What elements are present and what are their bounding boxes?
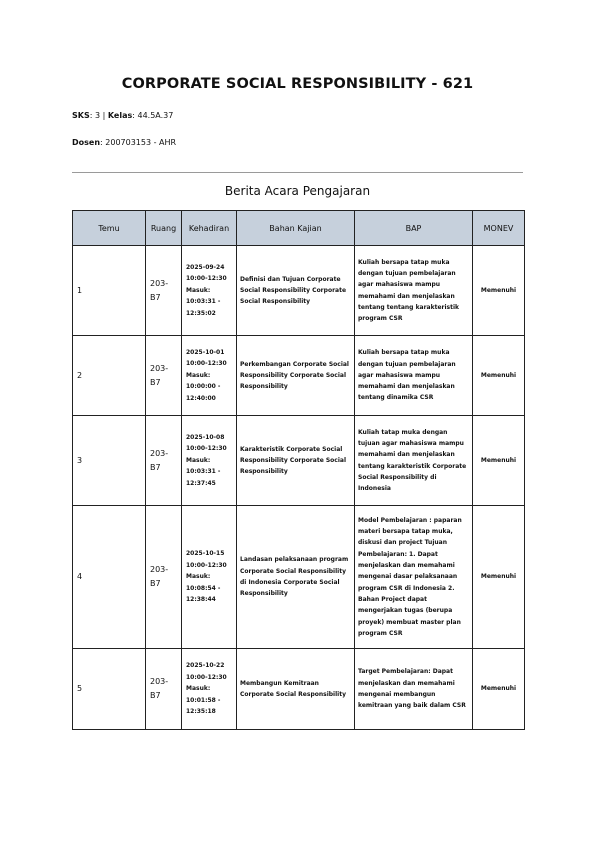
kehadiran-schedule: 10:00-12:30 [186,673,227,681]
cell-bap: Target Pembelajaran: Dapat menjelaskan dan memahami mengenai membangun kemitraan yang baik dalam CSR [355,649,473,730]
column-header-temu: Temu [73,211,146,246]
sks-label: SKS [72,111,90,120]
kehadiran-in: 10:00:00 - [186,383,221,391]
cell-temu: 5 [73,649,146,730]
kehadiran-in: 10:03:31 - [186,468,221,476]
kehadiran-out: 12:37:45 [186,479,216,487]
cell-bap: Kuliah tatap muka dengan tujuan agar mahasiswa mampu memahami dan menjelaskan tentang karakteristik Corporate Social Responsibility di Indonesia [355,416,473,506]
kehadiran-label: Masuk: [186,573,211,581]
cell-monev: Memenuhi [473,336,525,416]
cell-bap: Kuliah bersapa tatap muka dengan tujuan pembelajaran agar mahasiswa mampu memahami dan menjelaskan tentang dinamika CSR [355,336,473,416]
kehadiran-schedule: 10:00-12:30 [186,275,227,283]
cell-ruang: 203-B7 [146,506,182,649]
dosen-value: : 200703153 - AHR [100,138,177,147]
cell-bap: Kuliah bersapa tatap muka dengan tujuan pembelajaran agar mahasiswa mampu memahami dan menjelaskan tentang tentang karakteristik program CSR [355,246,473,336]
column-header-kehadiran: Kehadiran [182,211,237,246]
cell-kehadiran [182,649,237,730]
column-header-bap: BAP [355,211,473,246]
sks-value: : 3 | [89,111,108,120]
table-header-row [73,211,525,246]
table-row [73,246,525,336]
kehadiran-schedule: 10:00-12:30 [186,561,227,569]
table-row [73,416,525,506]
kehadiran-in: 10:03:31 - [186,298,221,306]
section-title: Berita Acara Pengajaran [224,184,371,198]
table-row [73,336,525,416]
cell-bahan-kajian: Landasan pelaksanaan program Corporate Social Responsibility di Indonesia Corporate Social Responsibility [237,506,355,649]
kehadiran-schedule: 10:00-12:30 [186,360,227,368]
table-row [73,649,525,730]
document-title: CORPORATE SOCIAL RESPONSIBILITY - 621 [121,76,474,92]
kehadiran-date: 2025-10-01 [186,348,225,356]
table-row [73,506,525,649]
cell-ruang: 203-B7 [146,649,182,730]
cell-monev: Memenuhi [473,246,525,336]
teaching-record-table [72,210,525,730]
cell-temu: 3 [73,416,146,506]
kehadiran-out: 12:40:00 [186,394,216,402]
cell-monev: Memenuhi [473,416,525,506]
cell-ruang: 203-B7 [146,416,182,506]
cell-temu: 2 [73,336,146,416]
kehadiran-date: 2025-10-15 [186,550,225,558]
kehadiran-out: 12:35:18 [186,708,216,716]
column-header-ruang: Ruang [146,211,182,246]
kehadiran-label: Masuk: [186,685,211,693]
course-info [72,111,173,120]
kehadiran-label: Masuk: [186,456,211,464]
cell-kehadiran [182,336,237,416]
dosen-label: Dosen [72,138,101,147]
cell-bap: Model Pembelajaran : paparan materi bersapa tatap muka, diskusi dan project Tujuan Pembelajaran: 1. Dapat menjelaskan dan memahami mengenai dasar pelaksanaan program CSR di Indonesia 2. Bahan Project dapat mengerjakan tugas (berupa proyek) membuat master plan program CSR [355,506,473,649]
cell-temu: 4 [73,506,146,649]
kehadiran-label: Masuk: [186,371,211,379]
divider [72,172,523,173]
kehadiran-out: 12:35:02 [186,309,216,317]
cell-ruang: 203-B7 [146,336,182,416]
kehadiran-in: 10:08:54 - [186,584,221,592]
kehadiran-date: 2025-10-08 [186,433,225,441]
kehadiran-label: Masuk: [186,286,211,294]
cell-monev: Memenuhi [473,506,525,649]
cell-bahan-kajian: Definisi dan Tujuan Corporate Social Responsibility Corporate Social Responsibility [237,246,355,336]
kehadiran-in: 10:01:58 - [186,696,221,704]
cell-monev: Memenuhi [473,649,525,730]
cell-temu: 1 [73,246,146,336]
kehadiran-schedule: 10:00-12:30 [186,445,227,453]
cell-bahan-kajian: Karakteristik Corporate Social Responsibility Corporate Social Responsibility [237,416,355,506]
kehadiran-out: 12:38:44 [186,596,216,604]
cell-kehadiran [182,246,237,336]
cell-ruang: 203-B7 [146,246,182,336]
kehadiran-date: 2025-09-24 [186,263,225,271]
kelas-value: : 44.5A.37 [132,111,174,120]
cell-bahan-kajian: Perkembangan Corporate Social Responsibility Corporate Social Responsibility [237,336,355,416]
cell-kehadiran [182,506,237,649]
kelas-label: Kelas [107,111,133,120]
cell-kehadiran [182,416,237,506]
lecturer-info [72,138,176,147]
kehadiran-date: 2025-10-22 [186,662,225,670]
column-header-monev: MONEV [473,211,525,246]
column-header-bahan-kajian: Bahan Kajian [237,211,355,246]
cell-bahan-kajian: Membangun Kemitraan Corporate Social Responsibility [237,649,355,730]
